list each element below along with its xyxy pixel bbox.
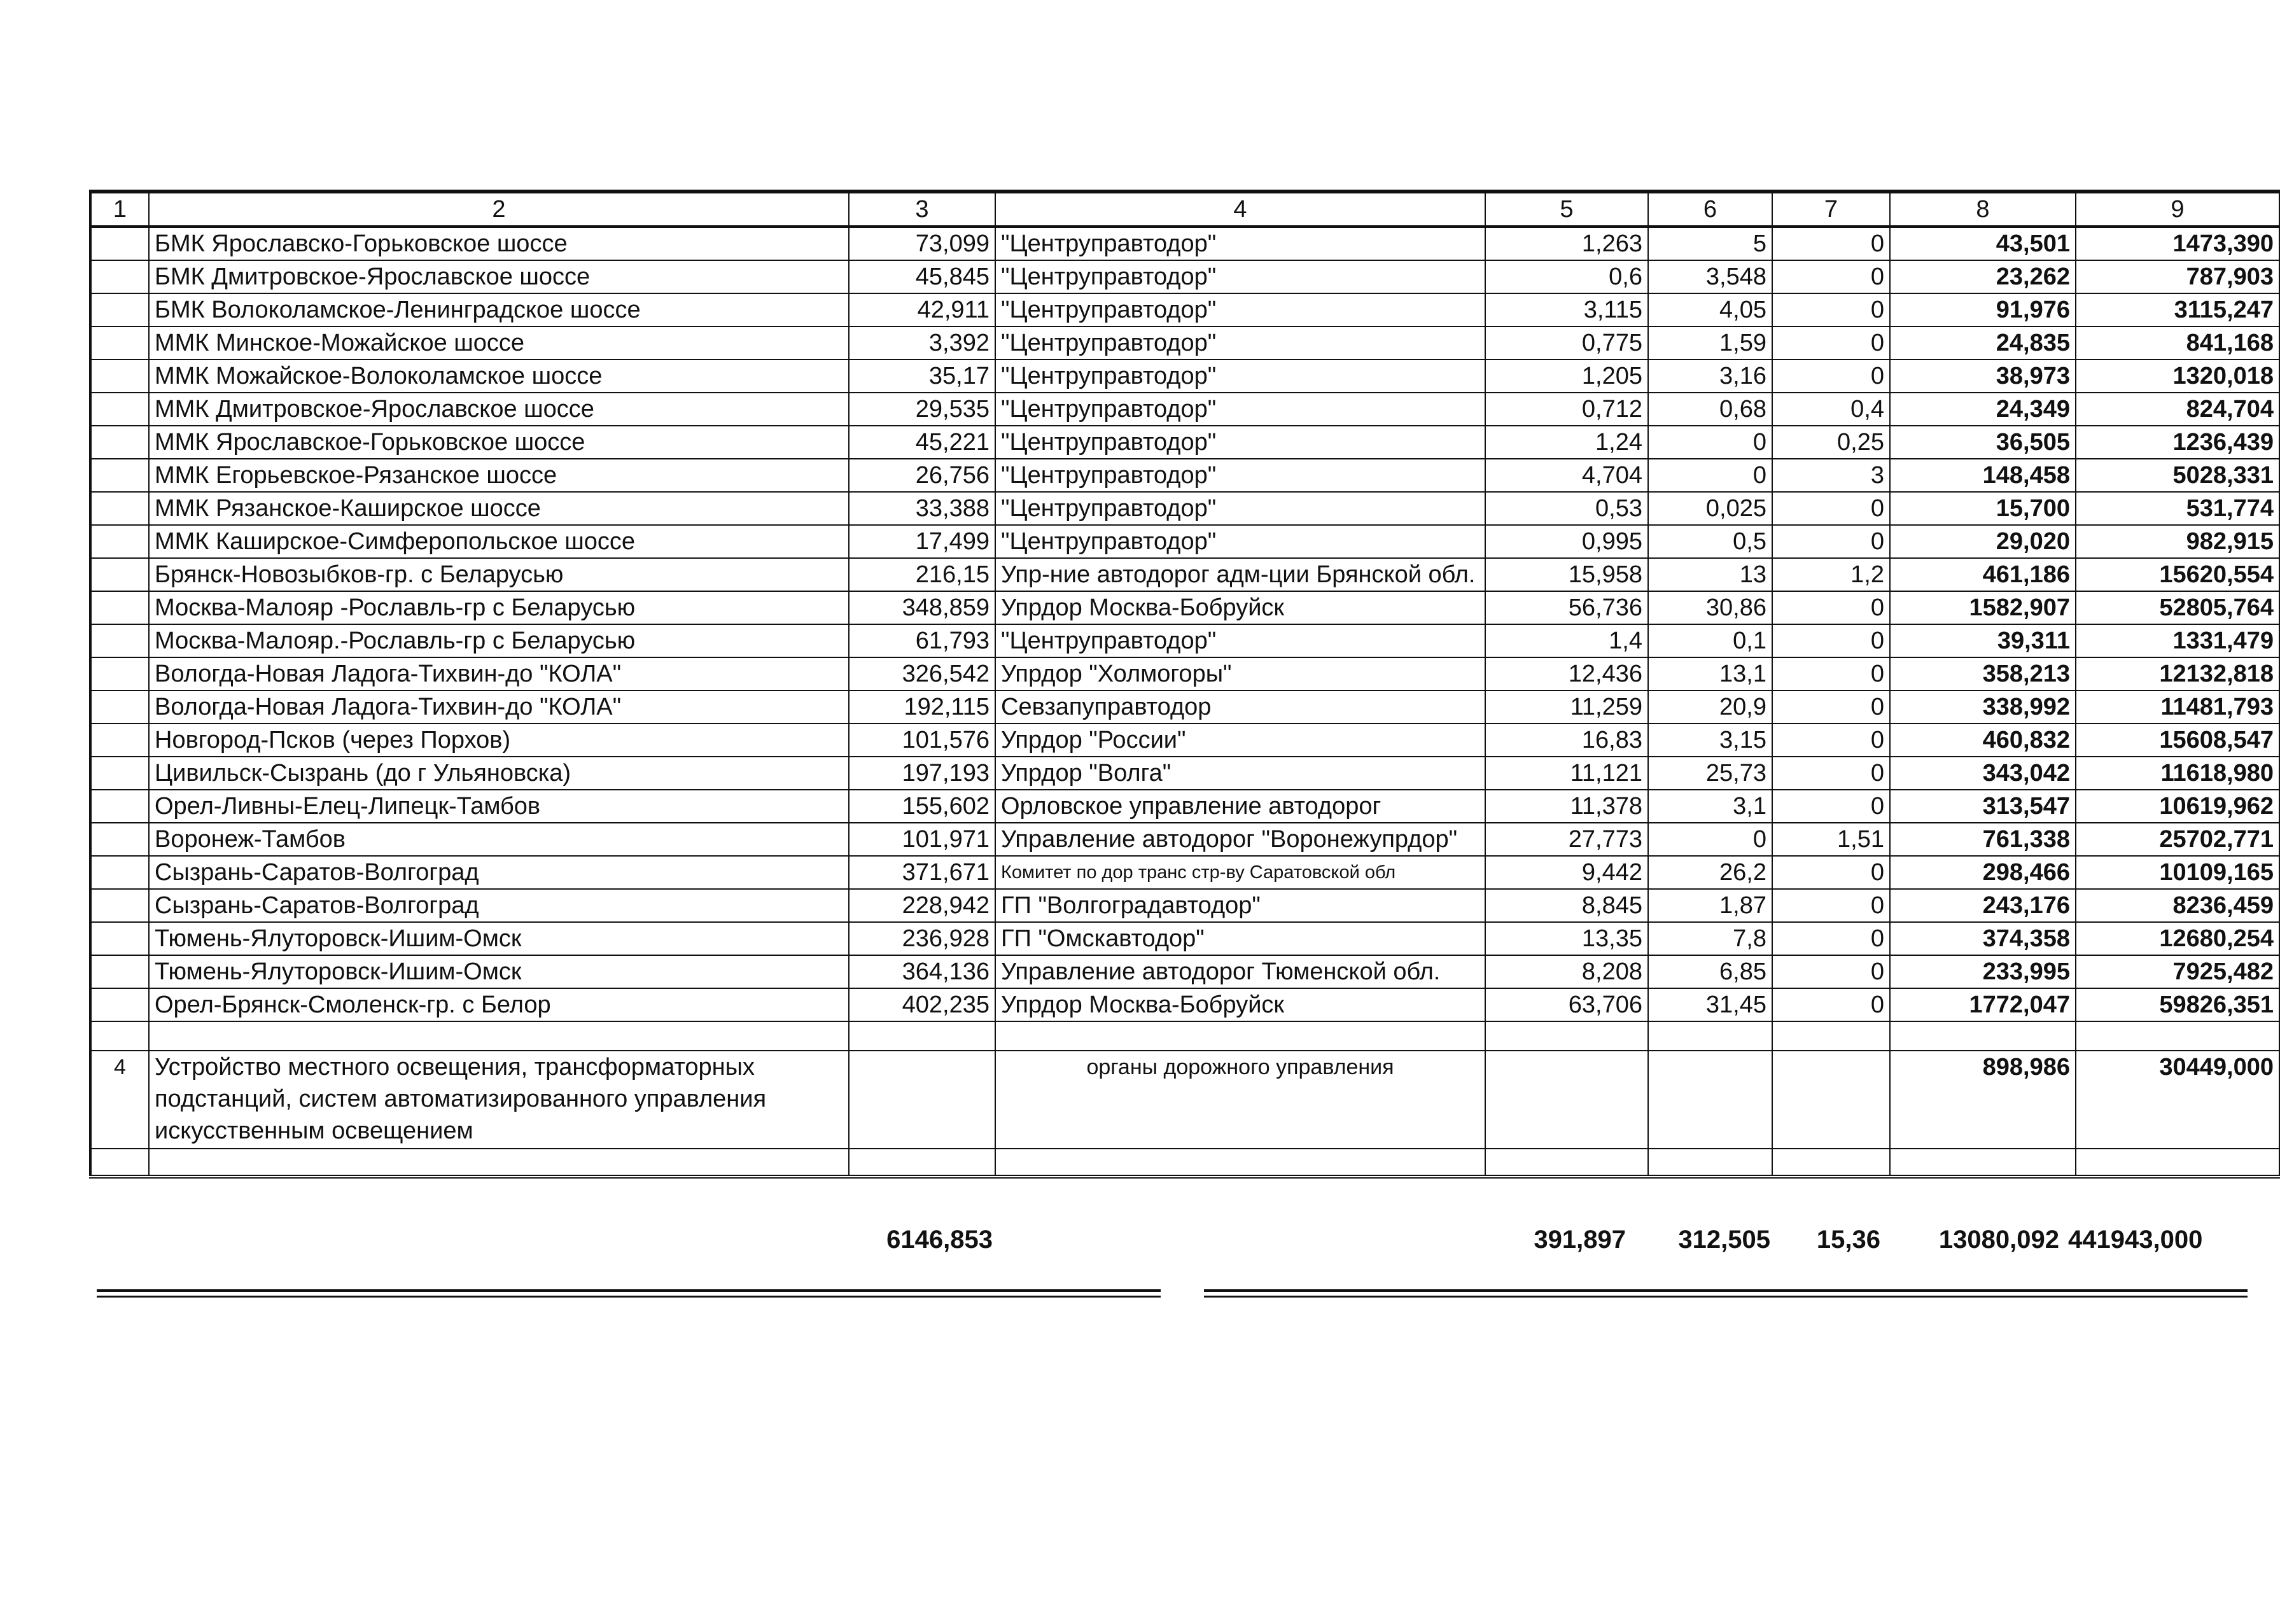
col8-cell: 298,466 — [1890, 856, 2076, 889]
spacer-row — [90, 1149, 2279, 1177]
col8-cell: 39,311 — [1890, 624, 2076, 657]
col7-cell: 0 — [1772, 690, 1890, 724]
table-row — [90, 922, 2279, 955]
road-name-cell: ММК Ярославское-Горьковское шоссе — [149, 426, 849, 459]
length-cell: 29,535 — [849, 393, 995, 426]
col9-cell: 5028,331 — [2076, 459, 2279, 492]
organization-cell: Управление автодорог Тюменской обл. — [995, 955, 1485, 988]
row-number-cell — [90, 326, 149, 360]
col9-cell: 52805,764 — [2076, 591, 2279, 624]
row-number-cell — [90, 889, 149, 922]
col6-cell: 3,548 — [1648, 260, 1772, 293]
col6-cell: 1,87 — [1648, 889, 1772, 922]
col7-cell: 0 — [1772, 922, 1890, 955]
organization-cell: Управление автодорог "Воронежупрдор" — [995, 823, 1485, 856]
length-cell: 371,671 — [849, 856, 995, 889]
col9-cell: 982,915 — [2076, 525, 2279, 558]
length-cell: 228,942 — [849, 889, 995, 922]
length-cell: 45,221 — [849, 426, 995, 459]
empty-cell — [849, 1149, 995, 1177]
col7-cell: 0 — [1772, 724, 1890, 757]
col8-cell: 343,042 — [1890, 757, 2076, 790]
col7-cell: 0 — [1772, 293, 1890, 326]
row-number-cell — [90, 657, 149, 690]
double-rule-left — [97, 1289, 1161, 1298]
col7-cell: 0 — [1772, 360, 1890, 393]
road-name-cell: Москва-Малояр -Рославль-гр с Беларусью — [149, 591, 849, 624]
table-row — [90, 624, 2279, 657]
col6-cell: 3,15 — [1648, 724, 1772, 757]
col5-cell: 0,53 — [1485, 492, 1648, 525]
length-cell: 73,099 — [849, 227, 995, 260]
col9-cell: 1320,018 — [2076, 360, 2279, 393]
col6-cell: 20,9 — [1648, 690, 1772, 724]
road-name-cell: Вологда-Новая Ладога-Тихвин-до "КОЛА" — [149, 690, 849, 724]
empty-cell — [149, 1021, 849, 1051]
header-cell: 6 — [1648, 192, 1772, 227]
table-row — [90, 724, 2279, 757]
col8-cell: 1582,907 — [1890, 591, 2076, 624]
total-col5: 391,897 — [1534, 1226, 1626, 1254]
organization-cell: "Центруправтодор" — [995, 426, 1485, 459]
empty-cell — [849, 1021, 995, 1051]
col6-cell: 25,73 — [1648, 757, 1772, 790]
row-number-cell — [90, 724, 149, 757]
total-col8: 13080,092 — [1938, 1226, 2059, 1254]
table-row — [90, 260, 2279, 293]
row-number-cell — [90, 823, 149, 856]
table-row — [90, 326, 2279, 360]
organization-cell: "Центруправтодор" — [995, 624, 1485, 657]
empty-cell — [1890, 1021, 2076, 1051]
col5-cell: 4,704 — [1485, 459, 1648, 492]
col9-cell: 1331,479 — [2076, 624, 2279, 657]
col8-cell: 91,976 — [1890, 293, 2076, 326]
header-cell: 9 — [2076, 192, 2279, 227]
header-cell: 8 — [1890, 192, 2076, 227]
col8-cell: 1772,047 — [1890, 988, 2076, 1021]
empty-cell — [149, 1149, 849, 1177]
col6-cell: 0,68 — [1648, 393, 1772, 426]
road-name-cell: ММК Можайское-Волоколамское шоссе — [149, 360, 849, 393]
section-col8-cell: 898,986 — [1890, 1051, 2076, 1149]
col5-cell: 56,736 — [1485, 591, 1648, 624]
col9-cell: 1236,439 — [2076, 426, 2279, 459]
col8-cell: 313,547 — [1890, 790, 2076, 823]
col9-cell: 11618,980 — [2076, 757, 2279, 790]
col6-cell: 0 — [1648, 823, 1772, 856]
col8-cell: 15,700 — [1890, 492, 2076, 525]
col5-cell: 11,121 — [1485, 757, 1648, 790]
col7-cell: 0 — [1772, 260, 1890, 293]
col7-cell: 0 — [1772, 988, 1890, 1021]
road-name-cell: ММК Рязанское-Каширское шоссе — [149, 492, 849, 525]
col6-cell: 7,8 — [1648, 922, 1772, 955]
organization-cell: Упрдор "Холмогоры" — [995, 657, 1485, 690]
total-col7: 15,36 — [1816, 1226, 1880, 1254]
col6-cell: 13 — [1648, 558, 1772, 591]
col8-cell: 358,213 — [1890, 657, 2076, 690]
col5-cell: 16,83 — [1485, 724, 1648, 757]
total-col6: 312,505 — [1678, 1226, 1770, 1254]
row-number-cell — [90, 790, 149, 823]
col8-cell: 36,505 — [1890, 426, 2076, 459]
road-name-cell: БМК Ярославско-Горьковское шоссе — [149, 227, 849, 260]
double-rule-right — [1204, 1289, 2248, 1298]
table-row — [90, 988, 2279, 1021]
col9-cell: 11481,793 — [2076, 690, 2279, 724]
header-cell: 4 — [995, 192, 1485, 227]
col9-cell: 12132,818 — [2076, 657, 2279, 690]
length-cell: 101,971 — [849, 823, 995, 856]
header-cell: 2 — [149, 192, 849, 227]
length-cell: 197,193 — [849, 757, 995, 790]
organization-cell: ГП "Волгоградавтодор" — [995, 889, 1485, 922]
row-number-cell — [90, 558, 149, 591]
col9-cell: 15620,554 — [2076, 558, 2279, 591]
organization-cell: "Центруправтодор" — [995, 293, 1485, 326]
col6-cell: 4,05 — [1648, 293, 1772, 326]
row-number-cell — [90, 360, 149, 393]
table-row — [90, 823, 2279, 856]
col5-cell: 12,436 — [1485, 657, 1648, 690]
col8-cell: 29,020 — [1890, 525, 2076, 558]
col6-cell: 13,1 — [1648, 657, 1772, 690]
empty-cell — [1648, 1051, 1772, 1149]
empty-cell — [1772, 1051, 1890, 1149]
col8-cell: 148,458 — [1890, 459, 2076, 492]
roads-table — [89, 190, 2280, 1179]
empty-cell — [1648, 1021, 1772, 1051]
length-cell: 42,911 — [849, 293, 995, 326]
empty-cell — [995, 1149, 1485, 1177]
length-cell: 17,499 — [849, 525, 995, 558]
col9-cell: 12680,254 — [2076, 922, 2279, 955]
row-number-cell — [90, 591, 149, 624]
organization-cell: Орловское управление автодорог — [995, 790, 1485, 823]
table-row — [90, 393, 2279, 426]
col5-cell: 1,263 — [1485, 227, 1648, 260]
length-cell: 101,576 — [849, 724, 995, 757]
col6-cell: 0 — [1648, 459, 1772, 492]
col7-cell: 0 — [1772, 492, 1890, 525]
section-organization-cell: органы дорожного управления — [995, 1051, 1485, 1149]
organization-cell: "Центруправтодор" — [995, 393, 1485, 426]
road-name-cell: ММК Егорьевское-Рязанское шоссе — [149, 459, 849, 492]
col5-cell: 0,712 — [1485, 393, 1648, 426]
header-cell: 5 — [1485, 192, 1648, 227]
col6-cell: 31,45 — [1648, 988, 1772, 1021]
col6-cell: 3,16 — [1648, 360, 1772, 393]
empty-cell — [2076, 1021, 2279, 1051]
col6-cell: 0,5 — [1648, 525, 1772, 558]
road-name-cell: Тюмень-Ялуторовск-Ишим-Омск — [149, 955, 849, 988]
road-name-cell: Москва-Малояр.-Рославль-гр с Беларусью — [149, 624, 849, 657]
col7-cell: 0 — [1772, 525, 1890, 558]
table-row — [90, 492, 2279, 525]
row-number-cell — [90, 525, 149, 558]
col7-cell: 0 — [1772, 856, 1890, 889]
col5-cell: 63,706 — [1485, 988, 1648, 1021]
length-cell: 26,756 — [849, 459, 995, 492]
col8-cell: 461,186 — [1890, 558, 2076, 591]
row-number-cell — [90, 426, 149, 459]
organization-cell: "Центруправтодор" — [995, 525, 1485, 558]
col5-cell: 11,378 — [1485, 790, 1648, 823]
col7-cell: 0 — [1772, 757, 1890, 790]
col8-cell: 338,992 — [1890, 690, 2076, 724]
organization-cell: Комитет по дор транс стр-ву Саратовской обл — [995, 856, 1485, 889]
length-cell: 326,542 — [849, 657, 995, 690]
table-row — [90, 293, 2279, 326]
table-row — [90, 757, 2279, 790]
organization-cell: "Центруправтодор" — [995, 326, 1485, 360]
header-cell: 1 — [90, 192, 149, 227]
table-row — [90, 426, 2279, 459]
length-cell: 61,793 — [849, 624, 995, 657]
row-number-cell — [90, 624, 149, 657]
road-name-cell: Новгород-Псков (через Порхов) — [149, 724, 849, 757]
empty-cell — [2076, 1149, 2279, 1177]
col5-cell: 15,958 — [1485, 558, 1648, 591]
col5-cell: 1,4 — [1485, 624, 1648, 657]
col5-cell: 11,259 — [1485, 690, 1648, 724]
col5-cell: 0,775 — [1485, 326, 1648, 360]
organization-cell: Упрдор "Волга" — [995, 757, 1485, 790]
row-number-cell — [90, 757, 149, 790]
header-cell: 3 — [849, 192, 995, 227]
table-row — [90, 525, 2279, 558]
column-number-header — [90, 192, 2279, 227]
road-name-cell: Орел-Брянск-Смоленск-гр. с Белор — [149, 988, 849, 1021]
empty-cell — [995, 1021, 1485, 1051]
organization-cell: "Центруправтодор" — [995, 360, 1485, 393]
table-row — [90, 657, 2279, 690]
road-name-cell: Орел-Ливны-Елец-Липецк-Тамбов — [149, 790, 849, 823]
road-name-cell: БМК Дмитровское-Ярославское шоссе — [149, 260, 849, 293]
col9-cell: 787,903 — [2076, 260, 2279, 293]
col8-cell: 38,973 — [1890, 360, 2076, 393]
length-cell: 236,928 — [849, 922, 995, 955]
total-length: 6146,853 — [886, 1226, 993, 1254]
length-cell: 33,388 — [849, 492, 995, 525]
table-row — [90, 690, 2279, 724]
table-row — [90, 591, 2279, 624]
row-number-cell — [90, 260, 149, 293]
col7-cell: 1,2 — [1772, 558, 1890, 591]
length-cell: 192,115 — [849, 690, 995, 724]
col9-cell: 1473,390 — [2076, 227, 2279, 260]
table-row — [90, 889, 2279, 922]
length-cell: 402,235 — [849, 988, 995, 1021]
col8-cell: 460,832 — [1890, 724, 2076, 757]
section-row — [90, 1051, 2279, 1149]
col7-cell: 0 — [1772, 624, 1890, 657]
road-name-cell: ММК Минское-Можайское шоссе — [149, 326, 849, 360]
length-cell: 35,17 — [849, 360, 995, 393]
table-row — [90, 790, 2279, 823]
row-number-cell — [90, 293, 149, 326]
organization-cell: "Центруправтодор" — [995, 459, 1485, 492]
road-name-cell: Цивильск-Сызрань (до г Ульяновска) — [149, 757, 849, 790]
col7-cell: 0 — [1772, 227, 1890, 260]
col9-cell: 8236,459 — [2076, 889, 2279, 922]
row-number-cell — [90, 227, 149, 260]
col7-cell: 1,51 — [1772, 823, 1890, 856]
empty-cell — [1772, 1021, 1890, 1051]
organization-cell: Упрдор Москва-Бобруйск — [995, 988, 1485, 1021]
organization-cell: Упр-ние автодорог адм-ции Брянской обл. — [995, 558, 1485, 591]
col5-cell: 9,442 — [1485, 856, 1648, 889]
col7-cell: 0 — [1772, 889, 1890, 922]
road-name-cell: ММК Дмитровское-Ярославское шоссе — [149, 393, 849, 426]
empty-cell — [849, 1051, 995, 1149]
table-body — [90, 192, 2279, 1177]
organization-cell: Упрдор Москва-Бобруйск — [995, 591, 1485, 624]
col6-cell: 1,59 — [1648, 326, 1772, 360]
row-number-cell — [90, 459, 149, 492]
col5-cell: 0,995 — [1485, 525, 1648, 558]
empty-cell — [1485, 1021, 1648, 1051]
total-col9: 441943,000 — [2068, 1226, 2203, 1254]
row-number-cell — [90, 856, 149, 889]
length-cell: 45,845 — [849, 260, 995, 293]
col8-cell: 24,349 — [1890, 393, 2076, 426]
col6-cell: 3,1 — [1648, 790, 1772, 823]
section-number-cell: 4 — [90, 1051, 149, 1149]
road-name-cell: Вологда-Новая Ладога-Тихвин-до "КОЛА" — [149, 657, 849, 690]
road-name-cell: БМК Волоколамское-Ленинградское шоссе — [149, 293, 849, 326]
length-cell: 3,392 — [849, 326, 995, 360]
empty-cell — [90, 1149, 149, 1177]
section-title-cell: Устройство местного освещения, трансформаторных подстанций, систем автоматизированного управления искусственным освещением — [149, 1051, 849, 1149]
col9-cell: 841,168 — [2076, 326, 2279, 360]
col7-cell: 0 — [1772, 591, 1890, 624]
col7-cell: 0 — [1772, 657, 1890, 690]
organization-cell: ГП "Омскавтодор" — [995, 922, 1485, 955]
organization-cell: "Центруправтодор" — [995, 260, 1485, 293]
col9-cell: 824,704 — [2076, 393, 2279, 426]
road-name-cell: ММК Каширское-Симферопольское шоссе — [149, 525, 849, 558]
col7-cell: 0,25 — [1772, 426, 1890, 459]
road-name-cell: Тюмень-Ялуторовск-Ишим-Омск — [149, 922, 849, 955]
col9-cell: 59826,351 — [2076, 988, 2279, 1021]
section-col9-cell: 30449,000 — [2076, 1051, 2279, 1149]
col9-cell: 10619,962 — [2076, 790, 2279, 823]
empty-cell — [1485, 1149, 1648, 1177]
table-row — [90, 856, 2279, 889]
row-number-cell — [90, 393, 149, 426]
col9-cell: 10109,165 — [2076, 856, 2279, 889]
row-number-cell — [90, 922, 149, 955]
col6-cell: 0,1 — [1648, 624, 1772, 657]
empty-cell — [1485, 1051, 1648, 1149]
row-number-cell — [90, 988, 149, 1021]
col8-cell: 24,835 — [1890, 326, 2076, 360]
col9-cell: 3115,247 — [2076, 293, 2279, 326]
table-row — [90, 955, 2279, 988]
col9-cell: 531,774 — [2076, 492, 2279, 525]
row-number-cell — [90, 690, 149, 724]
length-cell: 216,15 — [849, 558, 995, 591]
col5-cell: 3,115 — [1485, 293, 1648, 326]
col8-cell: 43,501 — [1890, 227, 2076, 260]
col7-cell: 0,4 — [1772, 393, 1890, 426]
col5-cell: 8,845 — [1485, 889, 1648, 922]
col8-cell: 23,262 — [1890, 260, 2076, 293]
col8-cell: 761,338 — [1890, 823, 2076, 856]
table-row — [90, 227, 2279, 260]
col5-cell: 8,208 — [1485, 955, 1648, 988]
col5-cell: 1,205 — [1485, 360, 1648, 393]
empty-cell — [90, 1021, 149, 1051]
col7-cell: 0 — [1772, 955, 1890, 988]
road-name-cell: Сызрань-Саратов-Волгоград — [149, 889, 849, 922]
table-row — [90, 459, 2279, 492]
col8-cell: 233,995 — [1890, 955, 2076, 988]
empty-cell — [1890, 1149, 2076, 1177]
col6-cell: 5 — [1648, 227, 1772, 260]
col5-cell: 0,6 — [1485, 260, 1648, 293]
length-cell: 364,136 — [849, 955, 995, 988]
col6-cell: 30,86 — [1648, 591, 1772, 624]
road-name-cell: Брянск-Новозыбков-гр. с Беларусью — [149, 558, 849, 591]
col6-cell: 26,2 — [1648, 856, 1772, 889]
col7-cell: 0 — [1772, 326, 1890, 360]
col5-cell: 1,24 — [1485, 426, 1648, 459]
length-cell: 155,602 — [849, 790, 995, 823]
organization-cell: Севзапуправтодор — [995, 690, 1485, 724]
organization-cell: Упрдор "России" — [995, 724, 1485, 757]
header-cell: 7 — [1772, 192, 1890, 227]
col8-cell: 243,176 — [1890, 889, 2076, 922]
organization-cell: "Центруправтодор" — [995, 227, 1485, 260]
col6-cell: 0,025 — [1648, 492, 1772, 525]
col8-cell: 374,358 — [1890, 922, 2076, 955]
col9-cell: 7925,482 — [2076, 955, 2279, 988]
row-number-cell — [90, 492, 149, 525]
organization-cell: "Центруправтодор" — [995, 492, 1485, 525]
col6-cell: 6,85 — [1648, 955, 1772, 988]
road-name-cell: Воронеж-Тамбов — [149, 823, 849, 856]
empty-cell — [1648, 1149, 1772, 1177]
col6-cell: 0 — [1648, 426, 1772, 459]
col5-cell: 27,773 — [1485, 823, 1648, 856]
col9-cell: 25702,771 — [2076, 823, 2279, 856]
col5-cell: 13,35 — [1485, 922, 1648, 955]
col9-cell: 15608,547 — [2076, 724, 2279, 757]
spacer-row — [90, 1021, 2279, 1051]
table-row — [90, 360, 2279, 393]
length-cell: 348,859 — [849, 591, 995, 624]
row-number-cell — [90, 955, 149, 988]
col7-cell: 3 — [1772, 459, 1890, 492]
col7-cell: 0 — [1772, 790, 1890, 823]
empty-cell — [1772, 1149, 1890, 1177]
road-name-cell: Сызрань-Саратов-Волгоград — [149, 856, 849, 889]
table-row — [90, 558, 2279, 591]
